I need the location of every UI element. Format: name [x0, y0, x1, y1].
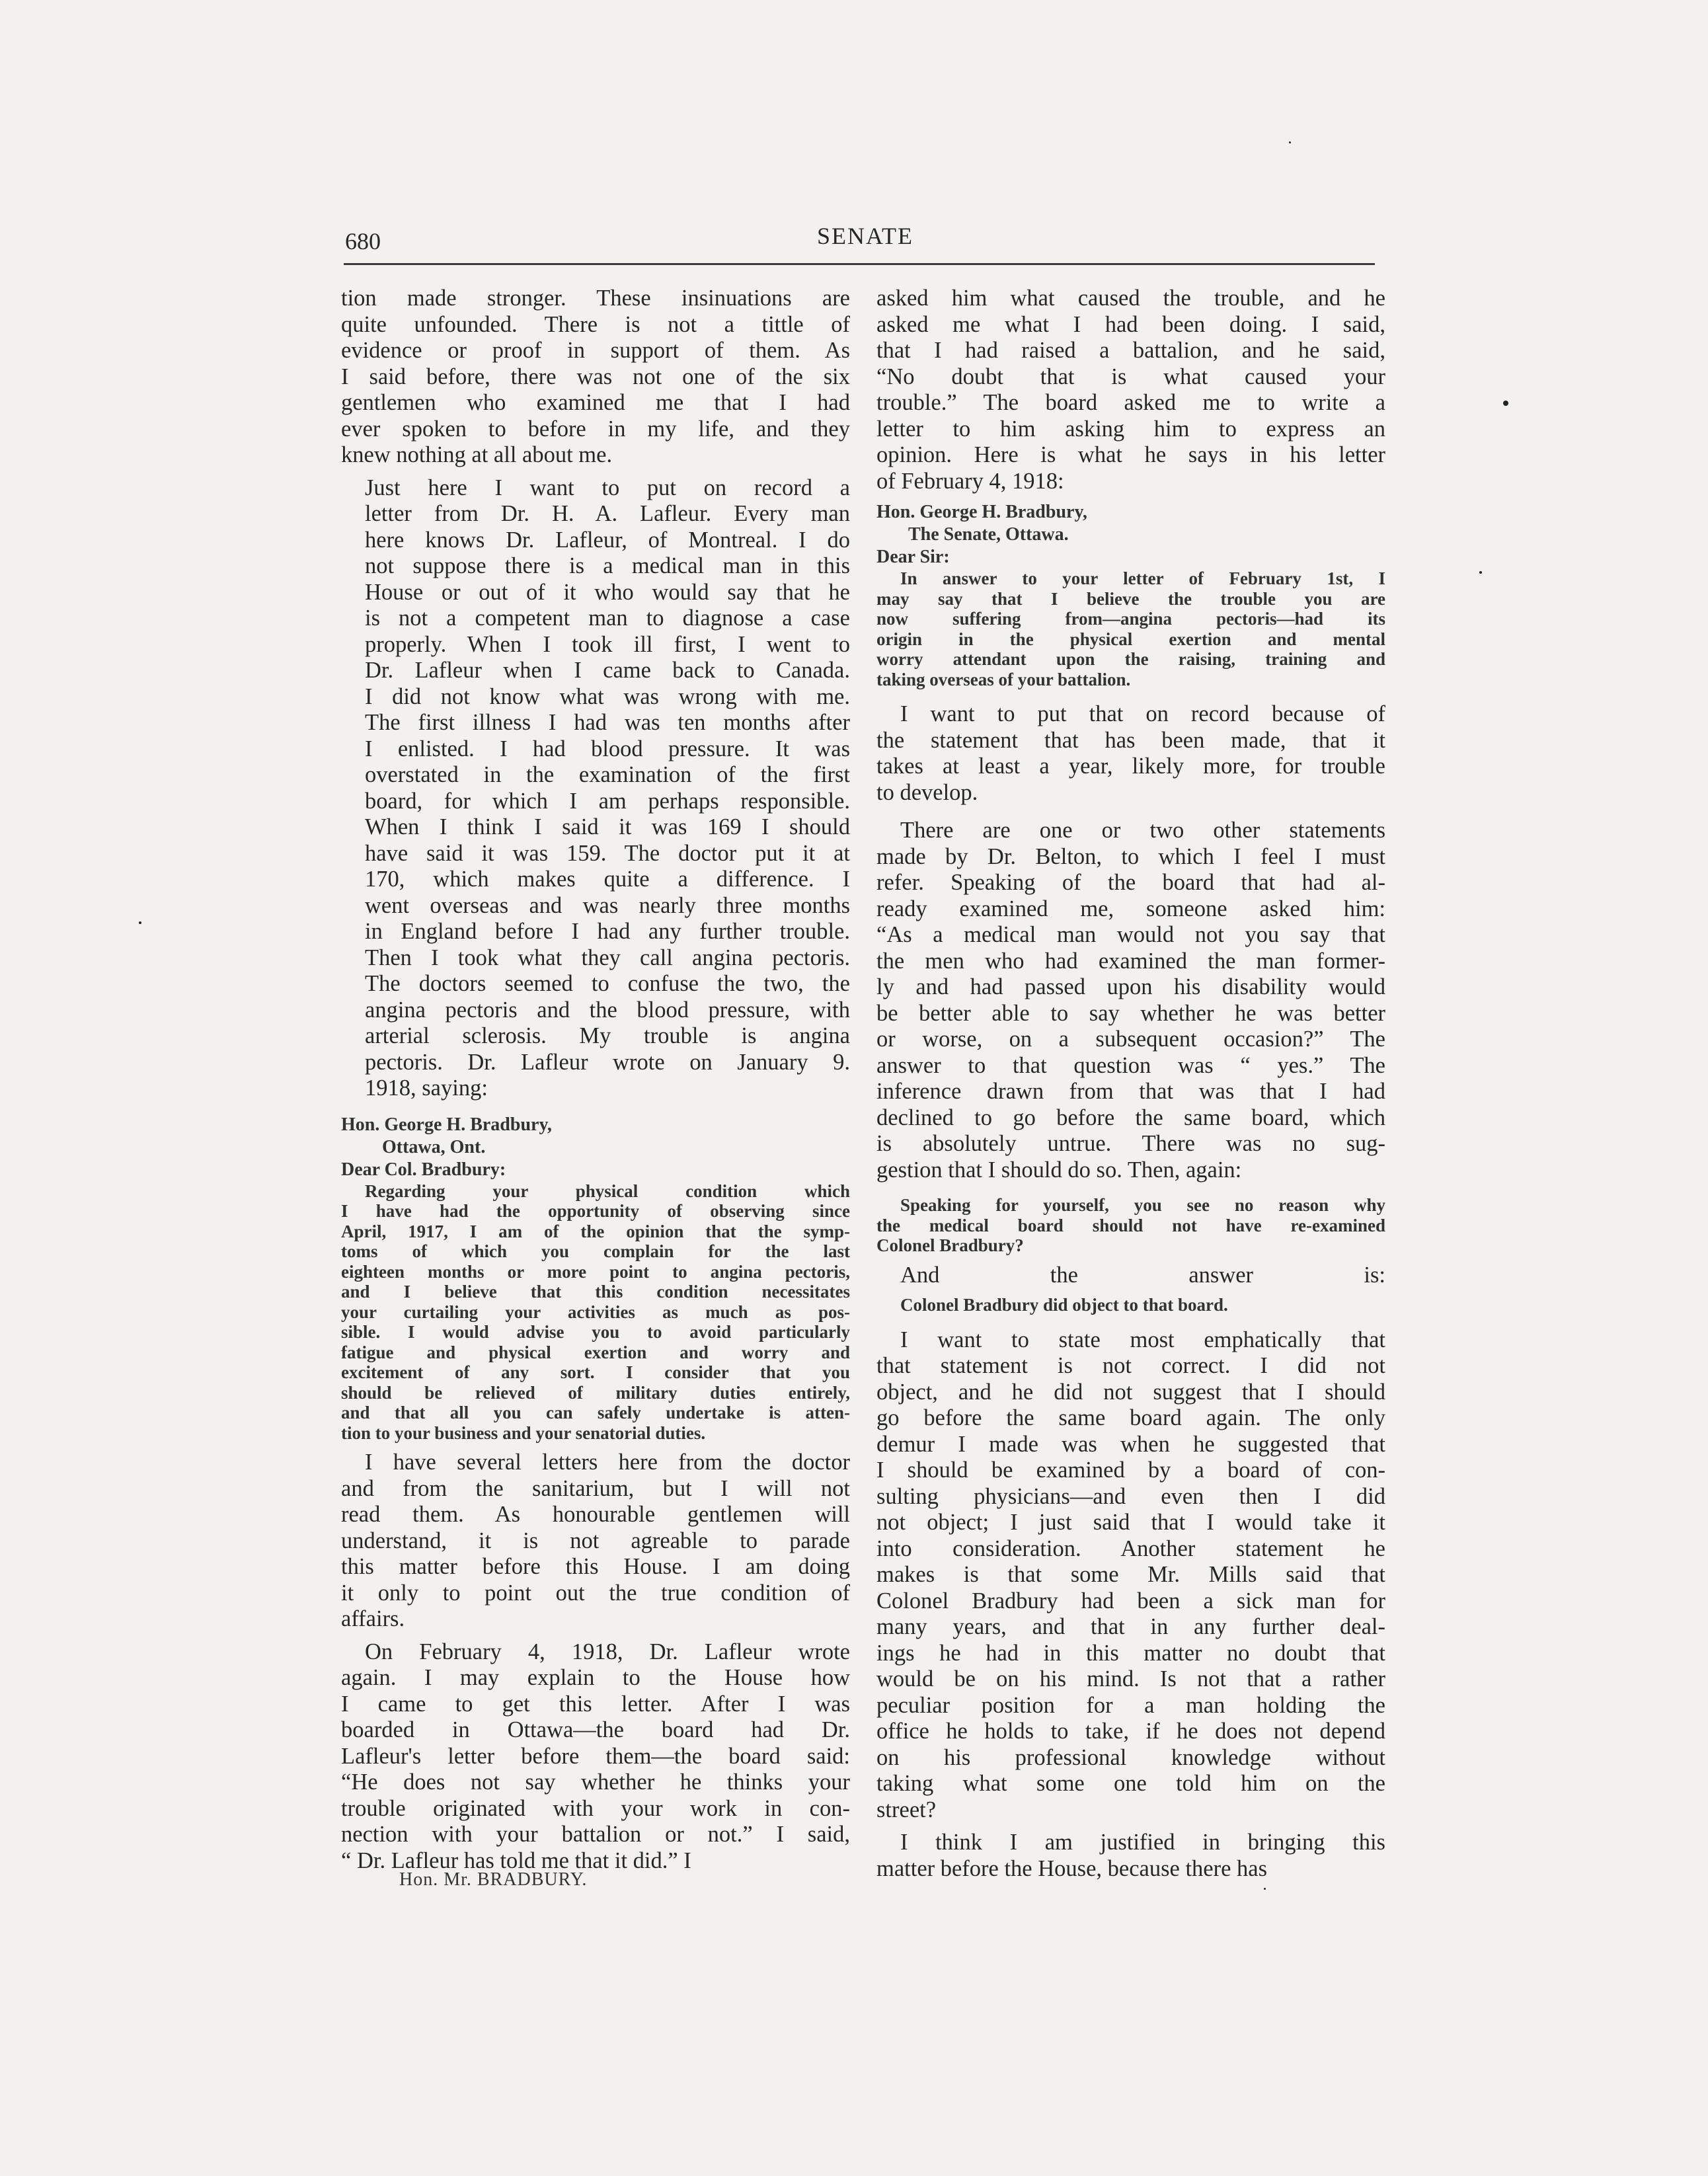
text-line: object, and he did not suggest that I should — [876, 1379, 1385, 1405]
text-line: and that all you can safely undertake is atten- — [341, 1403, 850, 1422]
text-line: 1918, saying: — [365, 1075, 488, 1101]
paragraph — [876, 701, 1385, 806]
text-line: toms of which you complain for the last — [341, 1241, 850, 1261]
letter-addressee: Hon. George H. Bradbury, — [341, 1114, 552, 1135]
text-line: letter from Dr. H. A. Lafleur. Every man — [365, 501, 850, 526]
text-line: Colonel Bradbury had been a sick man for — [876, 1588, 1385, 1613]
text-line: “He does not say whether he thinks your — [341, 1769, 850, 1795]
text-line: street? — [876, 1797, 937, 1822]
text-line: again. I may explain to the House how — [341, 1665, 850, 1690]
text-line: on his professional knowledge without — [876, 1744, 1385, 1770]
text-line: Lafleur's letter before them—the board said: — [341, 1743, 850, 1769]
letter-body — [876, 568, 1385, 689]
text-line: pectoris. Dr. Lafleur wrote on January 9. — [365, 1049, 850, 1075]
text-line: your curtailing your activities as much as pos- — [341, 1302, 850, 1322]
text-line: House or out of it who would say that he — [365, 579, 850, 605]
page-title: SENATE — [817, 223, 913, 249]
text-line: I have several letters here from the doctor — [365, 1450, 850, 1475]
text-line: answer to that question was “ yes.” The — [876, 1052, 1385, 1078]
text-line: the statement that has been made, that it — [876, 727, 1385, 753]
left-column — [341, 286, 850, 1874]
text-line: ever spoken to before in my life, and they — [341, 416, 850, 442]
text-line: arterial sclerosis. My trouble is angina — [365, 1023, 850, 1048]
text-line: “ Dr. Lafleur has told me that it did.” I — [341, 1847, 691, 1873]
text-line: ready examined me, someone asked him: — [876, 896, 1385, 921]
text-line: now suffering from—angina pectoris—had its — [876, 609, 1385, 629]
text-line: and I believe that this condition necessitates — [341, 1282, 850, 1302]
text-line: worry attendant upon the raising, training and — [876, 649, 1385, 669]
text-line: opinion. Here is what he says in his letter — [876, 442, 1385, 467]
text-line: office he holds to take, if he does not depend — [876, 1719, 1385, 1744]
text-line: should be relieved of military duties entirely, — [341, 1382, 850, 1403]
text-line: gestion that I should do so. Then, again: — [876, 1157, 1242, 1183]
text-line: When I think I said it was 169 I should — [365, 814, 850, 839]
text-line: gentlemen who examined me that I had — [341, 390, 850, 415]
text-line: ly and had passed upon his disability would — [876, 974, 1385, 999]
text-line: have said it was 159. The doctor put it at — [365, 840, 850, 866]
text-line: inference drawn from that was that I had — [876, 1079, 1385, 1104]
text-line: takes at least a year, likely more, for trouble — [876, 754, 1385, 779]
text-line: evidence or proof in support of them. As — [341, 338, 850, 363]
text-line: matter before the House, because there has — [876, 1855, 1268, 1881]
text-line: made by Dr. Belton, to which I feel I must — [876, 843, 1385, 869]
text-line: asked me what I had been doing. I said, — [876, 311, 1385, 337]
text-line: demur I made was when he suggested that — [876, 1431, 1385, 1457]
text-line: Regarding your physical condition which — [365, 1181, 850, 1201]
scan-speck — [1479, 571, 1482, 574]
text-line: I did not know what was wrong with me. — [365, 683, 850, 709]
text-line: I want to put that on record because of — [900, 701, 1385, 726]
text-line: taking what some one told him on the — [876, 1771, 1385, 1796]
quote-block — [876, 1195, 1385, 1256]
text-line: declined to go before the same board, which — [876, 1105, 1385, 1130]
text-line: peculiar position for a man holding the — [876, 1692, 1385, 1718]
text-line: of February 4, 1918: — [876, 468, 1064, 494]
text-line: the men who had examined the man former- — [876, 948, 1385, 974]
quote-line: Colonel Bradbury did object to that board. — [900, 1295, 1228, 1315]
text-line: “No doubt that is what caused your — [876, 364, 1385, 389]
page-footer: Hon. Mr. BRADBURY. — [399, 1869, 588, 1890]
text-line: The first illness I had was ten months after — [365, 710, 850, 735]
text-line: origin in the physical exertion and mental — [876, 629, 1385, 649]
text-line: fatigue and physical exertion and worry and — [341, 1342, 850, 1362]
text-line: ings he had in this matter no doubt that — [876, 1640, 1385, 1666]
text-line: not object; I just said that I would take it — [876, 1510, 1385, 1535]
paragraph — [876, 1830, 1385, 1882]
text-line: here knows Dr. Lafleur, of Montreal. I do — [365, 527, 850, 553]
scan-speck — [1289, 141, 1291, 143]
text-line: that I had raised a battalion, and he said, — [876, 338, 1385, 363]
text-line: trouble.” The board asked me to write a — [876, 390, 1385, 415]
letter-salutation: Dear Col. Bradbury: — [341, 1159, 506, 1180]
text-line: would be on his mind. Is not that a rather — [876, 1666, 1385, 1691]
text-line: taking overseas of your battalion. — [876, 669, 1131, 689]
text-line: On February 4, 1918, Dr. Lafleur wrote — [365, 1639, 850, 1664]
text-line: Colonel Bradbury? — [876, 1235, 1024, 1255]
text-line: be better able to say whether he was better — [876, 1000, 1385, 1026]
text-line: many years, and that in any further deal- — [876, 1614, 1385, 1639]
text-line: go before the same board again. The only — [876, 1405, 1385, 1430]
letter-city: Ottawa, Ont. — [382, 1136, 486, 1157]
text-line: may say that I believe the trouble you are — [876, 588, 1385, 609]
scan-speck — [139, 921, 141, 924]
text-line: I said before, there was not one of the six — [341, 364, 850, 389]
text-line: In answer to your letter of February 1st, I — [900, 568, 1385, 588]
text-line: board, for which I am perhaps responsible. — [365, 788, 850, 814]
text-line: The doctors seemed to confuse the two, the — [365, 971, 850, 996]
text-line: I should be examined by a board of con- — [876, 1457, 1385, 1483]
text-line: I want to state most emphatically that — [900, 1327, 1385, 1352]
text-line: knew nothing at all about me. — [341, 442, 613, 467]
text-line: I came to get this letter. After I was — [341, 1691, 850, 1717]
letter-city: The Senate, Ottawa. — [908, 524, 1069, 545]
text-line: eighteen months or more point to angina pectoris, — [341, 1261, 850, 1282]
header-rule — [344, 263, 1375, 265]
letter-addressee: Hon. George H. Bradbury, — [876, 502, 1087, 522]
text-line: in England before I had any further trouble. — [365, 919, 850, 944]
letter-salutation: Dear Sir: — [876, 547, 950, 567]
text-line: the medical board should not have re-examined — [876, 1215, 1385, 1235]
text-line: that statement is not correct. I did not — [876, 1353, 1385, 1378]
text-line: sible. I would advise you to avoid particularly — [341, 1322, 850, 1342]
text-line: quite unfounded. There is not a tittle of — [341, 311, 850, 337]
text-line: Speaking for yourself, you see no reason why — [900, 1195, 1385, 1215]
text-line: to develop. — [876, 779, 978, 805]
text-line: into consideration. Another statement he — [876, 1535, 1385, 1561]
text-line: “As a medical man would not you say that — [876, 922, 1385, 947]
letter-body — [341, 1181, 850, 1444]
text-line: I have had the opportunity of observing since — [341, 1201, 850, 1221]
text-line: sulting physicians—and even then I did — [876, 1483, 1385, 1509]
text-line: went overseas and was nearly three months — [365, 892, 850, 918]
text-line: refer. Speaking of the board that had al- — [876, 870, 1385, 895]
paragraph: And the answer is: — [900, 1262, 1385, 1288]
text-line: or worse, on a subsequent occasion?” The — [876, 1027, 1385, 1052]
text-line: overstated in the examination of the first — [365, 762, 850, 787]
text-line: Then I took what they call angina pectoris. — [365, 945, 850, 970]
text-line: is absolutely untrue. There was no sug- — [876, 1131, 1385, 1156]
text-line: it only to point out the true condition of — [341, 1580, 850, 1606]
paragraph — [341, 1450, 850, 1633]
paragraph — [876, 1327, 1385, 1824]
text-line: letter to him asking him to express an — [876, 416, 1385, 442]
scan-speck — [1264, 1888, 1266, 1890]
text-line: Just here I want to put on record a — [365, 475, 850, 500]
text-line: properly. When I took ill first, I went to — [365, 631, 850, 657]
text-line: understand, it is not agreable to parade — [341, 1528, 850, 1553]
text-line: excitement of any sort. I consider that you — [341, 1362, 850, 1382]
page-number: 680 — [345, 228, 381, 254]
paragraph — [341, 1639, 850, 1875]
text-line: not suppose there is a medical man in this — [365, 553, 850, 578]
text-line: and from the sanitarium, but I will not — [341, 1475, 850, 1501]
text-line: I think I am justified in bringing this — [900, 1830, 1385, 1855]
text-line: There are one or two other statements — [900, 818, 1385, 843]
paragraph — [341, 475, 850, 1102]
scan-speck — [1503, 401, 1508, 406]
right-column — [876, 286, 1385, 1882]
text-line: nection with your battalion or not.” I said, — [341, 1822, 850, 1847]
text-line: makes is that some Mr. Mills said that — [876, 1562, 1385, 1587]
text-line: tion made stronger. These insinuations are — [341, 286, 850, 311]
text-line: April, 1917, I am of the opinion that the symp- — [341, 1221, 850, 1241]
paragraph — [876, 818, 1385, 1183]
text-line: asked him what caused the trouble, and he — [876, 286, 1385, 311]
text-line: trouble originated with your work in con- — [341, 1795, 850, 1821]
text-line: angina pectoris and the blood pressure, with — [365, 997, 850, 1023]
text-line: read them. As honourable gentlemen will — [341, 1502, 850, 1527]
text-line: affairs. — [341, 1606, 405, 1631]
text-line: 170, which makes quite a difference. I — [365, 867, 850, 892]
text-line: I enlisted. I had blood pressure. It was — [365, 736, 850, 761]
text-line: Dr. Lafleur when I came back to Canada. — [365, 658, 850, 683]
text-line: is not a competent man to diagnose a case — [365, 605, 850, 631]
text-line: boarded in Ottawa—the board had Dr. — [341, 1717, 850, 1742]
text-line: tion to your business and your senatorial duties. — [341, 1422, 706, 1443]
text-line: this matter before this House. I am doing — [341, 1554, 850, 1579]
paragraph — [341, 286, 850, 469]
paragraph — [876, 286, 1385, 494]
